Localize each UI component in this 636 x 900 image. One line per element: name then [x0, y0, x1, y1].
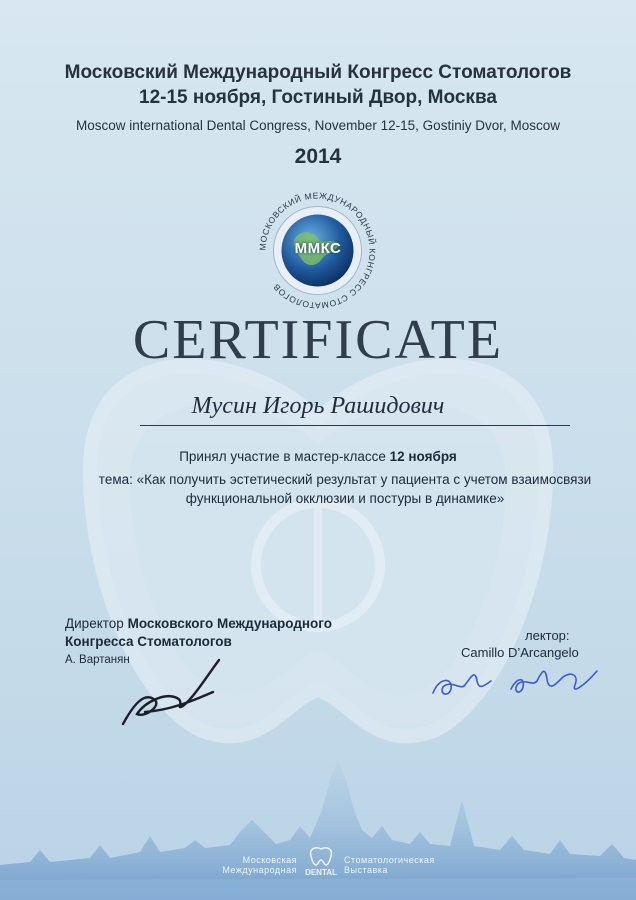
- logo-ring-text: МОСКОВСКИЙ МЕЖДУНАРОДНЫЙ КОНГРЕСС СТОМАТОЛОГОВ: [257, 190, 378, 311]
- footer-left-line2: Международная: [222, 865, 297, 875]
- footer-left-line1: Московская: [242, 855, 297, 865]
- congress-title: [0, 60, 636, 110]
- lecturer-signature: [425, 655, 605, 705]
- dental-expo-logo: [300, 846, 342, 882]
- logo-abbreviation: ММКС: [294, 240, 342, 257]
- certificate-heading: CERTIFICATE: [132, 309, 504, 371]
- topic-line1: тема: «Как получить эстетический результат у пациента с учетом взаимосвязи: [98, 472, 592, 487]
- director-block: [65, 615, 365, 651]
- director-signature: [115, 652, 225, 732]
- congress-year: 2014: [294, 145, 342, 168]
- congress-dates-venue: 12-15 ноября, Гостиный Двор, Москва: [139, 87, 497, 108]
- dental-logo-text: DENTAL: [305, 868, 337, 877]
- recipient-name: Мусин Игорь Рашидович: [191, 393, 445, 419]
- lecturer-name: Camillo D’Arcangelo: [461, 645, 579, 660]
- tooth-icon: [300, 846, 342, 868]
- footer-right-line2: Выставка: [344, 865, 388, 875]
- footer-right-line1: Стоматологическая: [344, 855, 435, 865]
- footer-exhibition-left: [205, 855, 297, 875]
- director-org-line1: Московского Международного: [127, 616, 332, 631]
- mmks-logo: [255, 188, 380, 313]
- footer-exhibition-right: [344, 855, 454, 875]
- congress-title-english: Moscow international Dental Congress, November 12-15, Gostiniy Dvor, Moscow: [76, 118, 560, 133]
- congress-title-line1: Московский Международный Конгресс Стоматологов: [64, 62, 572, 83]
- name-underline: [140, 425, 570, 426]
- director-org-line2: Конгресса Стоматологов: [65, 634, 232, 649]
- director-prefix: Директор: [65, 616, 124, 631]
- masterclass-topic: [80, 470, 610, 508]
- participation-statement: [0, 449, 636, 464]
- director-name: А. Вартанян: [65, 654, 130, 666]
- lecturer-label: лектор:: [525, 628, 570, 643]
- topic-line2: функциональной окклюзии и постуры в динамике»: [185, 491, 505, 506]
- participation-prefix: Принял участие в мастер-классе: [179, 449, 386, 464]
- participation-date: 12 ноября: [389, 449, 457, 464]
